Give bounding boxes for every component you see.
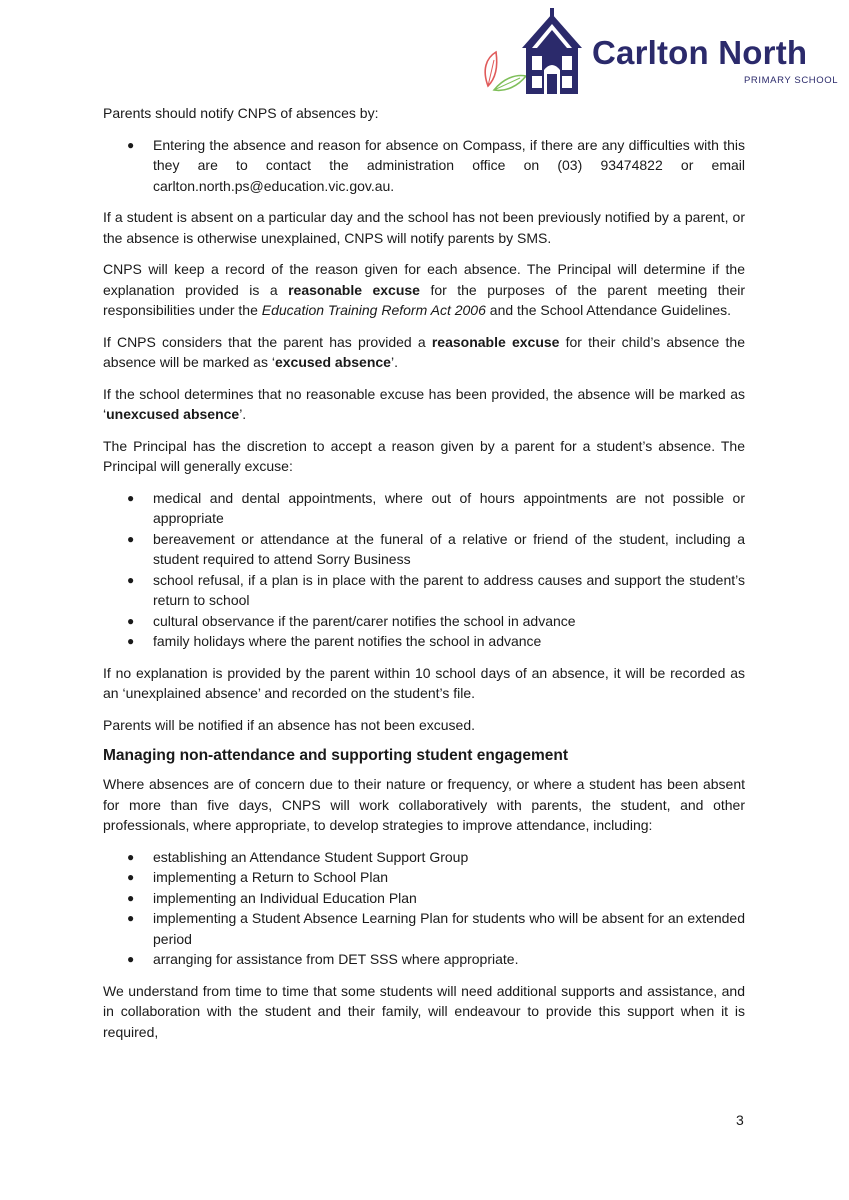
- discretion-paragraph: The Principal has the discretion to accept a reason given by a parent for a student’s absence. The Principal will generally excuse:: [103, 437, 745, 474]
- list-item: ● family holidays where the parent notifies the school in advance: [103, 631, 745, 652]
- section-heading: Managing non-attendance and supporting student engagement: [103, 747, 569, 764]
- list-item: ● implementing a Return to School Plan: [103, 867, 745, 888]
- notify-list: [103, 135, 745, 197]
- managing-paragraph: Where absences are of concern due to their nature or frequency, or where a student has been absent for more than five days, CNPS will work collaboratively with parents, the student, and other professionals, where appropriate, to develop strategies to improve attendance, including:: [103, 776, 745, 833]
- list-item: ● cultural observance if the parent/carer notifies the school in advance: [103, 611, 745, 632]
- excuse-list: [103, 488, 745, 652]
- list-item: ● establishing an Attendance Student Support Group: [103, 847, 745, 868]
- list-item: ● school refusal, if a plan is in place with the parent to address causes and support the student’s return to school: [103, 570, 745, 611]
- school-building-icon: [480, 8, 590, 98]
- list-item: ● bereavement or attendance at the funeral of a relative or friend of the student, including a student required to attend Sorry Business: [103, 529, 745, 570]
- list-item: ● Entering the absence and reason for absence on Compass, if there are any difficulties with this they are to contact the administration office on (03) 93474822 or email carlton.north.ps@education.vic.gov.au.: [103, 135, 745, 197]
- school-subtitle: PRIMARY SCHOOL: [744, 75, 839, 86]
- list-item: ● implementing an Individual Education Plan: [103, 888, 745, 909]
- sms-paragraph: If a student is absent on a particular day and the school has not been previously notified by a parent, or the absence is otherwise unexplained, CNPS will notify parents by SMS.: [103, 209, 745, 246]
- list-item: ● arranging for assistance from DET SSS where appropriate.: [103, 949, 745, 970]
- no-explanation-paragraph: If no explanation is provided by the parent within 10 school days of an absence, it will be recorded as an ‘unexplained absence’ and recorded on the student’s file.: [103, 664, 745, 701]
- unexcused-paragraph: If the school determines that no reasonable excuse has been provided, the absence will be marked as ‘unexcused absence’.: [103, 385, 745, 422]
- notify-intro: Parents should notify CNPS of absences by:: [103, 105, 379, 121]
- document-body: [103, 103, 745, 1053]
- page-number: 3: [736, 1112, 744, 1128]
- record-paragraph: CNPS will keep a record of the reason given for each absence. The Principal will determine if the explanation provided is a reasonable excuse for the purposes of the parent meeting their responsibilities under the Education Training Reform Act 2006 and the School Attendance Guidelines.: [103, 261, 746, 318]
- excused-paragraph: If CNPS considers that the parent has provided a reasonable excuse for their child’s absence the absence will be marked as ‘excused absence’.: [103, 333, 745, 370]
- strategy-list: [103, 847, 745, 970]
- list-item: ● medical and dental appointments, where out of hours appointments are not possible or appropriate: [103, 488, 745, 529]
- school-name: Carlton North: [592, 34, 808, 71]
- list-item: ● implementing a Student Absence Learning Plan for students who will be absent for an extended period: [103, 908, 745, 949]
- notified-paragraph: Parents will be notified if an absence has not been excused.: [103, 716, 476, 733]
- school-logo: [480, 8, 839, 98]
- closing-paragraph: We understand from time to time that some students will need additional supports and assistance, and in collaboration with the student and their family, will endeavour to provide this support when it is required,: [103, 982, 745, 1040]
